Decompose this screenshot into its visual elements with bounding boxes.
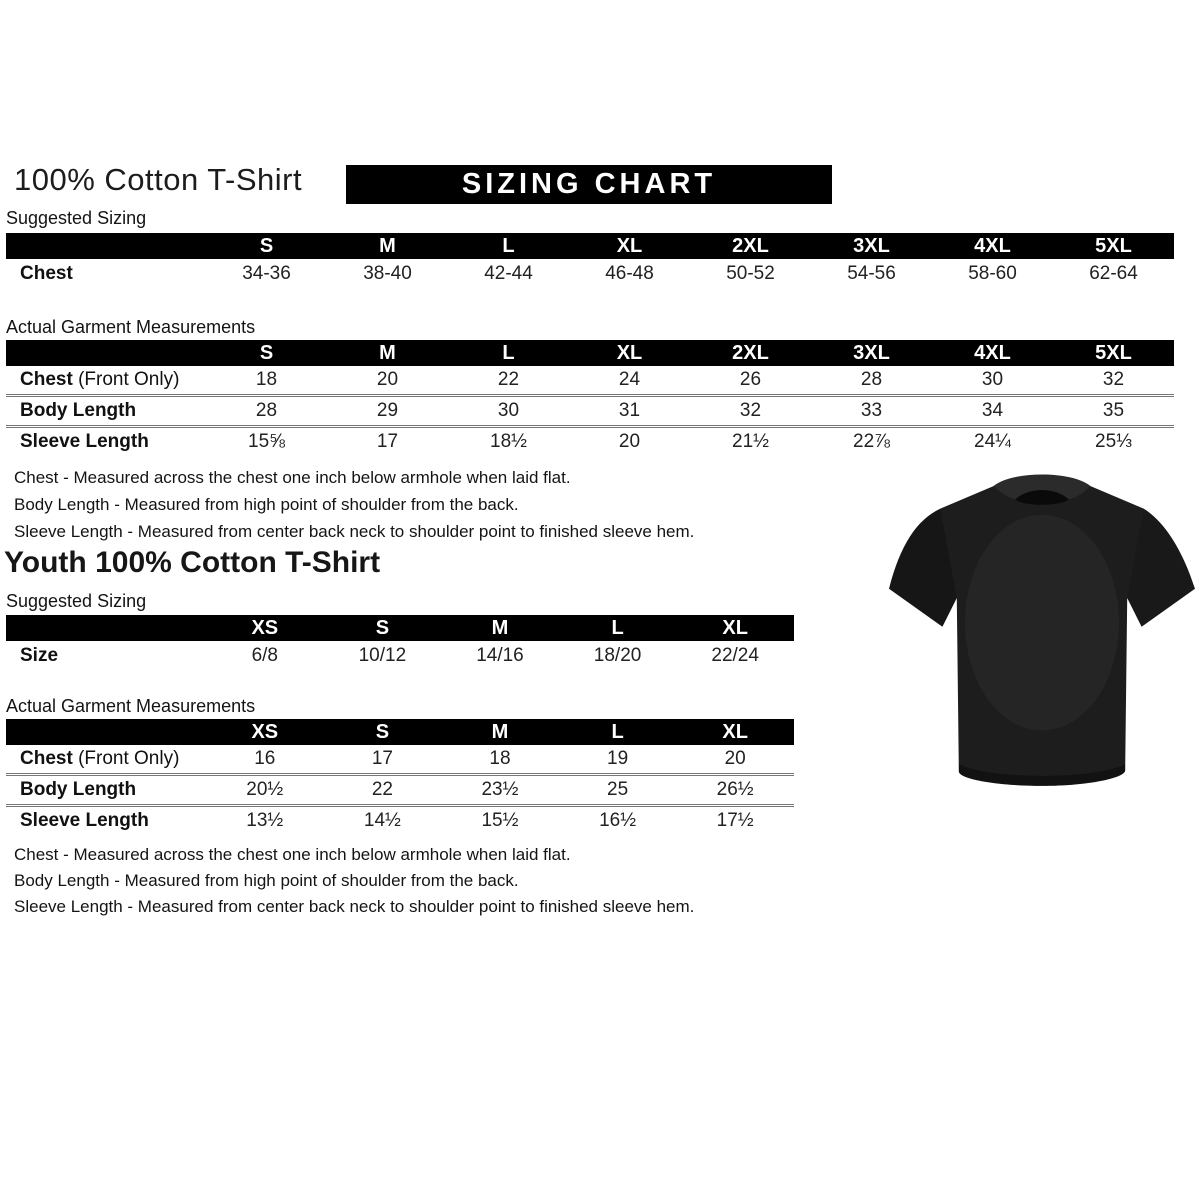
table-row-body-length [6, 773, 794, 804]
youth-title: Youth 100% Cotton T-Shirt [4, 546, 381, 579]
cell-value: 20 [376, 369, 399, 390]
row-values [206, 748, 794, 770]
column-headers [206, 617, 794, 640]
cell-value: 62-64 [1089, 263, 1138, 284]
cell-value: 30 [497, 400, 520, 421]
table-row-chest-front-only [6, 366, 1174, 394]
column-header: S [375, 616, 390, 639]
row-label [6, 748, 206, 770]
youth-suggested-header-row [6, 615, 794, 641]
cell-value: 24 [618, 369, 641, 390]
cell-value: 31 [618, 400, 641, 421]
cell-value: 18 [489, 748, 511, 769]
youth-actual-header-row [6, 719, 794, 745]
cell-value: 14/16 [476, 645, 524, 666]
cell-value: 16 [254, 748, 276, 769]
adult-suggested-table [6, 233, 1174, 289]
column-header: XS [251, 720, 279, 743]
cell-value: 14½ [363, 810, 401, 831]
column-header: M [491, 616, 509, 639]
youth-actual-heading: Actual Garment Measurements [6, 696, 256, 716]
row-label-text: Size [20, 645, 59, 666]
row-label-text: Sleeve Length [20, 431, 149, 452]
row-values [206, 400, 1174, 422]
row-values [206, 431, 1174, 453]
column-headers [206, 342, 1174, 365]
column-header: L [502, 234, 515, 257]
cell-value: 32 [1102, 369, 1125, 390]
cell-value: 24¼ [974, 431, 1011, 452]
cell-value: 50-52 [726, 263, 775, 284]
column-header: 3XL [853, 341, 890, 364]
cell-value: 16½ [599, 810, 637, 831]
row-label-suffix: (Front Only) [72, 369, 180, 390]
row-values [206, 810, 794, 832]
table-row-sleeve-length [6, 425, 1174, 456]
column-header: 2XL [732, 234, 769, 257]
cell-value: 17 [376, 431, 399, 452]
row-label [6, 263, 206, 285]
cell-value: 54-56 [847, 263, 896, 284]
column-header: L [502, 341, 515, 364]
table-row-size [6, 641, 794, 671]
cell-value: 34 [981, 400, 1004, 421]
column-header: 4XL [974, 234, 1011, 257]
column-header: S [259, 341, 274, 364]
cell-value: 23½ [481, 779, 519, 800]
column-header: L [611, 720, 624, 743]
cell-value: 26½ [716, 779, 754, 800]
row-label-text: Sleeve Length [20, 810, 149, 831]
note-body-length: Body Length - Measured from high point of shoulder from the back. [14, 871, 519, 890]
column-header: M [491, 720, 509, 743]
note-sleeve-length: Sleeve Length - Measured from center back neck to shoulder point to finished sleeve hem. [14, 522, 695, 541]
note-chest: Chest - Measured across the chest one inch below armhole when laid flat. [14, 845, 571, 864]
column-header: 5XL [1095, 341, 1132, 364]
cell-value: 34-36 [242, 263, 291, 284]
youth-actual-table [6, 719, 794, 835]
cell-value: 28 [255, 400, 278, 421]
column-header: XL [616, 341, 643, 364]
row-label-suffix: (Front Only) [72, 748, 180, 769]
note-body-length: Body Length - Measured from high point of shoulder from the back. [14, 495, 519, 514]
cell-value: 10/12 [358, 645, 407, 666]
row-label [6, 645, 206, 667]
row-label-text: Body Length [20, 779, 137, 800]
cell-value: 22 [371, 779, 393, 800]
cell-value: 18/20 [593, 645, 642, 666]
row-values [206, 645, 794, 667]
column-headers [206, 235, 1174, 258]
column-header: S [259, 234, 274, 257]
cell-value: 20 [724, 748, 746, 769]
column-header: 5XL [1095, 234, 1132, 257]
cell-value: 22 [497, 369, 520, 390]
cell-value: 15½ [481, 810, 519, 831]
adult-suggested-header-row [6, 233, 1174, 259]
cell-value: 46-48 [605, 263, 654, 284]
cell-value: 18½ [490, 431, 527, 452]
black-tshirt-image [888, 468, 1196, 808]
cell-value: 30 [981, 369, 1004, 390]
column-headers [206, 721, 794, 744]
row-label [6, 400, 206, 422]
cell-value: 20 [618, 431, 641, 452]
cell-value: 21½ [732, 431, 769, 452]
row-label-text: Chest [20, 748, 73, 769]
table-row-chest [6, 259, 1174, 289]
cell-value: 20½ [246, 779, 284, 800]
adult-actual-header-row [6, 340, 1174, 366]
cell-value: 26 [739, 369, 762, 390]
cell-value: 19 [607, 748, 629, 769]
column-header: L [611, 616, 624, 639]
note-sleeve-length: Sleeve Length - Measured from center back neck to shoulder point to finished sleeve hem. [14, 897, 695, 916]
column-header: XL [616, 234, 643, 257]
adult-suggested-heading: Suggested Sizing [6, 208, 147, 228]
table-row-chest-front-only [6, 745, 794, 773]
column-header: XL [722, 720, 748, 743]
row-label [6, 779, 206, 801]
page-title: 100% Cotton T-Shirt [14, 162, 303, 197]
column-header: M [379, 341, 396, 364]
cell-value: 33 [860, 400, 883, 421]
cell-value: 18 [255, 369, 278, 390]
cell-value: 22/24 [711, 645, 759, 666]
row-label [6, 369, 206, 391]
cell-value: 29 [376, 400, 399, 421]
cell-value: 17 [371, 748, 393, 769]
table-row-body-length [6, 394, 1174, 425]
cell-value: 22⅞ [853, 431, 890, 452]
cell-value: 13½ [246, 810, 284, 831]
column-header: 2XL [732, 341, 769, 364]
column-header: XS [251, 616, 279, 639]
cell-value: 25⅓ [1095, 431, 1132, 452]
row-values [206, 263, 1174, 285]
cell-value: 15⅝ [248, 431, 285, 452]
column-header: 3XL [853, 234, 890, 257]
cell-value: 38-40 [363, 263, 412, 284]
cell-value: 17½ [716, 810, 754, 831]
cell-value: 58-60 [968, 263, 1017, 284]
row-values [206, 779, 794, 801]
row-label [6, 431, 206, 453]
row-label-text: Chest [20, 263, 73, 284]
adult-actual-table [6, 340, 1174, 456]
cell-value: 6/8 [251, 645, 278, 666]
cell-value: 25 [607, 779, 629, 800]
adult-actual-heading: Actual Garment Measurements [6, 317, 256, 337]
row-label-text: Chest [20, 369, 73, 390]
cell-value: 35 [1102, 400, 1125, 421]
column-header: 4XL [974, 341, 1011, 364]
cell-value: 42-44 [484, 263, 533, 284]
note-chest: Chest - Measured across the chest one inch below armhole when laid flat. [14, 468, 571, 487]
row-label [6, 810, 206, 832]
tshirt-highlight [965, 515, 1119, 731]
column-header: XL [722, 616, 748, 639]
cell-value: 28 [860, 369, 883, 390]
column-header: M [379, 234, 396, 257]
cell-value: 32 [739, 400, 762, 421]
youth-suggested-table [6, 615, 794, 671]
row-label-text: Body Length [20, 400, 137, 421]
youth-suggested-heading: Suggested Sizing [6, 591, 147, 611]
column-header: S [375, 720, 390, 743]
table-row-sleeve-length [6, 804, 794, 835]
sizing-chart-banner: SIZING CHART [346, 165, 832, 204]
row-values [206, 369, 1174, 391]
